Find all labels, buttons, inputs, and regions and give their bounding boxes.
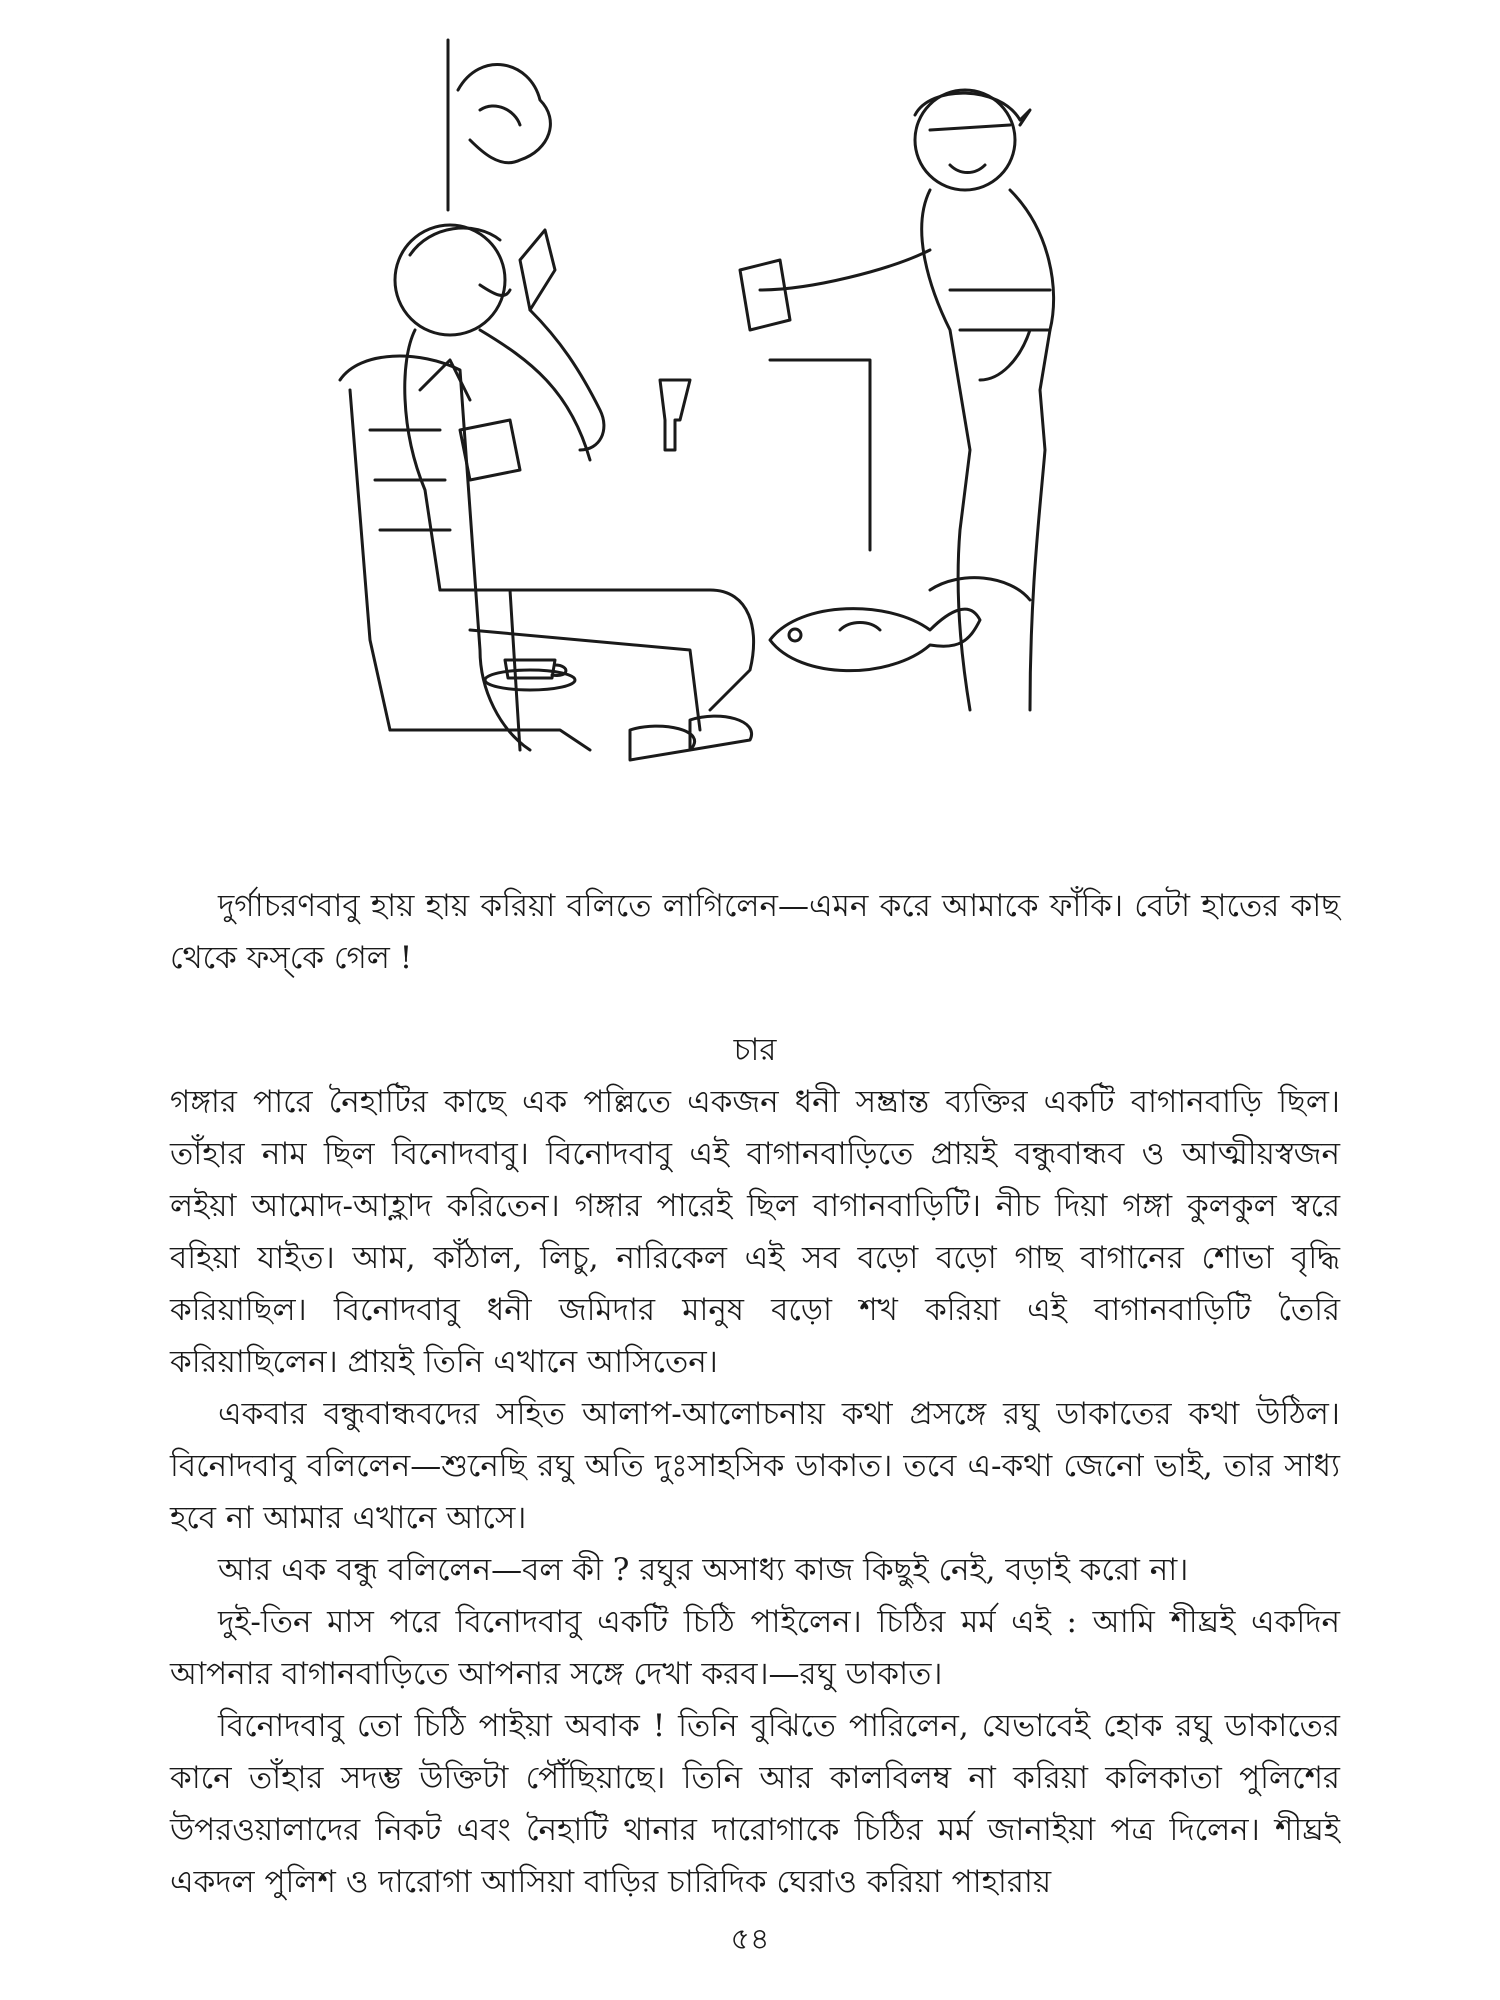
page-number: ৫৪ bbox=[730, 1922, 770, 1957]
paragraph: বিনোদবাবু তো চিঠি পাইয়া অবাক ! তিনি বুঝিতে পারিলেন, যেভাবেই হোক রঘু ডাকাতের কানে তাঁহার সদম্ভ উক্তিটা পৌঁছিয়াছে। তিনি আর কালবিলম্ব না করিয়া কলিকাতা পুলিশের উপরওয়ালাদের নিকট এবং নৈহাটি থানার দারোগাকে চিঠির মর্ম জানাইয়া পত্র দিলেন। শীঘ্রই একদল পুলিশ ও দারোগা আসিয়া বাড়ির চারিদিক ঘেরাও করিয়া পাহারায় bbox=[170, 1708, 1340, 1900]
paragraph: দুই-তিন মাস পরে বিনোদবাবু একটি চিঠি পাইলেন। চিঠির মর্ম এই : আমি শীঘ্রই একদিন আপনার বাগানবাড়িতে আপনার সঙ্গে দেখা করব।—রঘু ডাকাত। bbox=[170, 1604, 1340, 1692]
paragraph-top: দুর্গাচরণবাবু হায় হায় করিয়া বলিতে লাগিলেন—এমন করে আমাকে ফাঁকি। বেটা হাতের কাছ থেকে ফস্‌কে গেল ! bbox=[170, 888, 1340, 976]
illustration bbox=[330, 30, 1230, 800]
paragraph: গঙ্গার পারে নৈহাটির কাছে এক পল্লিতে একজন ধনী সম্ভ্রান্ত ব্যক্তির একটি বাগানবাড়ি ছিল। তাঁহার নাম ছিল বিনোদবাবু। বিনোদবাবু এই বাগানবাড়িতে প্রায়ই বন্ধুবান্ধব ও আত্মীয়স্বজন লইয়া আমোদ-আহ্লাদ করিতেন। গঙ্গার পারেই ছিল বাগানবাড়িটি। নীচ দিয়া গঙ্গা কুলকুল স্বরে বহিয়া যাইত। আম, কাঁঠাল, লিচু, নারিকেল এই সব বড়ো বড়ো গাছ বাগানের শোভা বৃদ্ধি করিয়াছিল। বিনোদবাবু ধনী জমিদার মানুষ বড়ো শখ করিয়া এই বাগানবাড়িটি তৈরি করিয়াছিলেন। প্রায়ই তিনি এখানে আসিতেন। bbox=[170, 1084, 1340, 1380]
line-drawing-officer-and-man bbox=[330, 30, 1230, 800]
chapter-heading: চার bbox=[733, 1032, 777, 1068]
text-block bbox=[170, 880, 1340, 1908]
paragraph: একবার বন্ধুবান্ধবদের সহিত আলাপ-আলোচনায় কথা প্রসঙ্গে রঘু ডাকাতের কথা উঠিল। বিনোদবাবু বলিলেন—শুনেছি রঘু অতি দুঃসাহসিক ডাকাত। তবে এ-কথা জেনো ভাই, তার সাধ্য হবে না আমার এখানে আসে। bbox=[170, 1396, 1340, 1536]
paragraph: আর এক বন্ধু বলিলেন—বল কী ? রঘুর অসাধ্য কাজ কিছুই নেই, বড়াই করো না। bbox=[218, 1552, 1189, 1588]
